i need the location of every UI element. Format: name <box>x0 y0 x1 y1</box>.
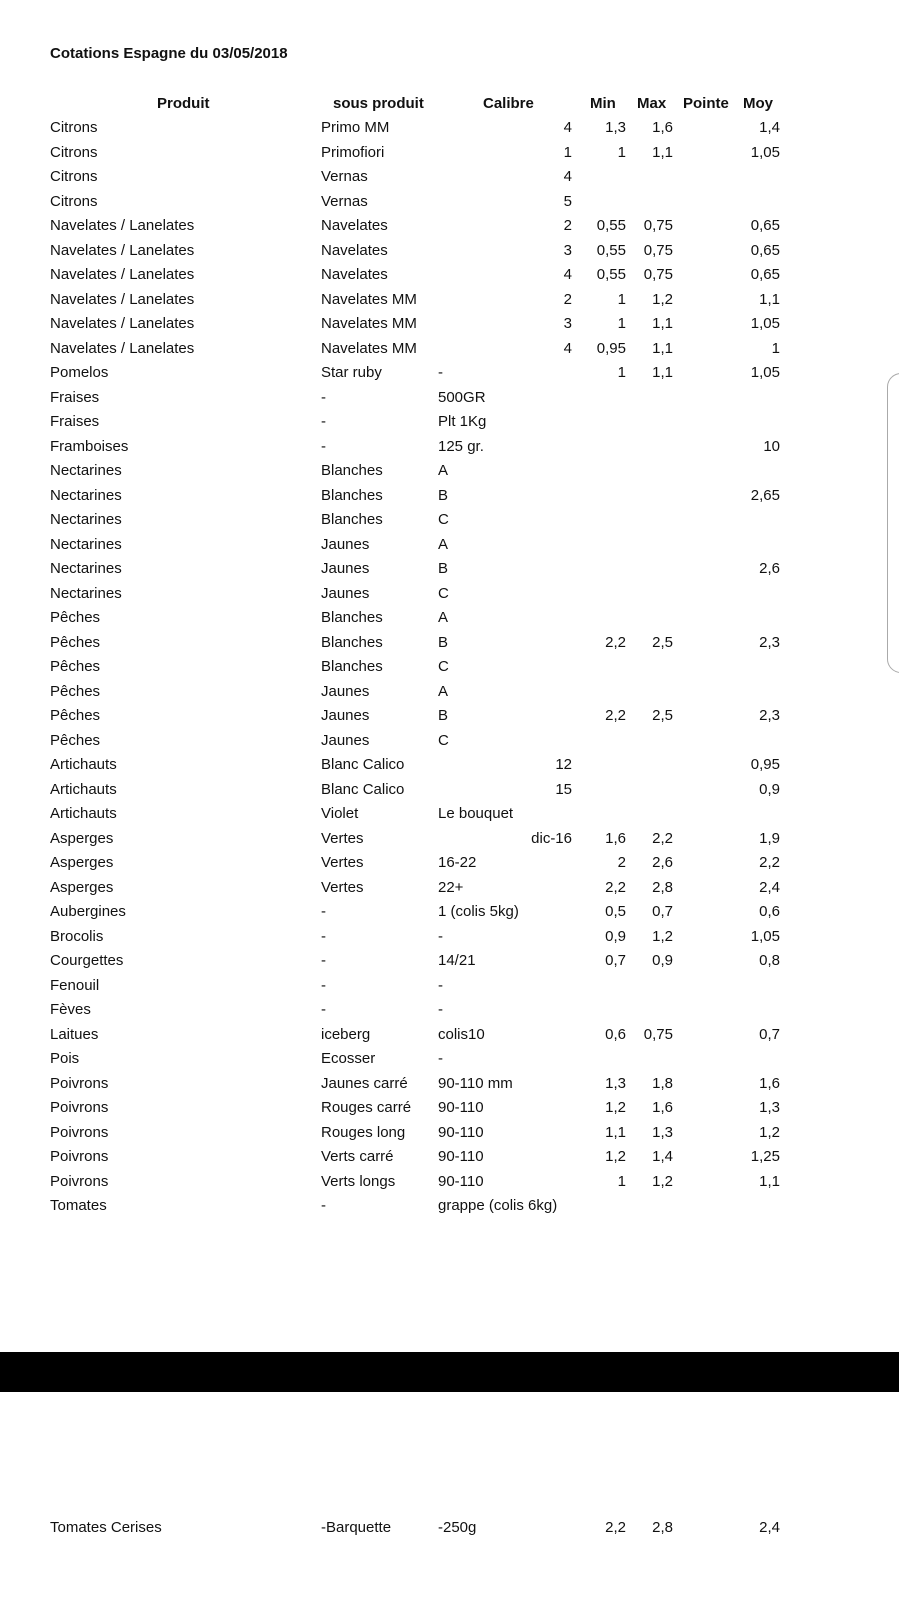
table-row <box>0 1197 899 1222</box>
moy-cell: 2,4 <box>759 1519 780 1536</box>
produit-cell: Navelates / Lanelates <box>50 315 195 332</box>
min-cell: 1 <box>617 143 626 161</box>
sous-produit-cell: - <box>321 903 326 920</box>
min-cell: 0,95 <box>596 339 626 357</box>
produit-cell: Poivrons <box>50 1172 109 1190</box>
table-row <box>0 315 899 340</box>
max-cell: 2,5 <box>652 707 673 724</box>
produit-cell: Aubergines <box>50 903 126 920</box>
sous-produit-cell: Jaunes <box>321 560 370 577</box>
header-calibre: Calibre <box>483 95 534 112</box>
calibre-number-cell: 3 <box>563 241 572 259</box>
calibre-cell: C <box>438 731 449 749</box>
sous-produit-cell: - <box>321 437 326 455</box>
produit-cell: Nectarines <box>50 535 122 553</box>
calibre-cell: 90-110 <box>438 1172 484 1190</box>
sous-produit-cell: Blanches <box>321 486 383 504</box>
calibre-cell: - <box>438 364 443 381</box>
moy-cell: 2,65 <box>750 486 780 504</box>
produit-cell: Pomelos <box>50 364 109 381</box>
max-cell: 0,75 <box>643 217 673 234</box>
produit-cell: Artichauts <box>50 805 117 822</box>
min-cell: 1 <box>617 364 626 381</box>
produit-cell: Navelates / Lanelates <box>50 290 195 308</box>
table-row <box>0 168 899 193</box>
sous-produit-cell: Vernas <box>321 168 368 185</box>
header-max: Max <box>637 95 667 112</box>
calibre-cell: colis10 <box>438 1025 485 1043</box>
moy-cell: 1,1 <box>759 1172 780 1190</box>
produit-cell: Fenouil <box>50 976 100 994</box>
sous-produit-cell: Navelates <box>321 241 388 259</box>
table-row <box>0 1026 899 1051</box>
table-row <box>0 634 899 659</box>
moy-cell: 2,3 <box>759 633 780 651</box>
sous-produit-cell: Blanches <box>321 609 383 626</box>
sous-produit-cell: -Barquette <box>321 1519 392 1536</box>
sous-produit-cell: Blanches <box>321 658 383 675</box>
moy-cell: 0,7 <box>759 1025 780 1043</box>
table-row <box>0 242 899 267</box>
calibre-cell: grappe (colis 6kg) <box>438 1197 558 1214</box>
calibre-cell: - <box>438 1001 443 1018</box>
sous-produit-cell: - <box>321 952 326 969</box>
calibre-number-cell: 5 <box>563 192 572 210</box>
produit-cell: Courgettes <box>50 952 124 969</box>
produit-cell: Pêches <box>50 609 101 626</box>
max-cell: 1,2 <box>652 1172 673 1190</box>
table-row <box>0 830 899 855</box>
max-cell: 0,75 <box>643 241 673 259</box>
moy-cell: 1 <box>771 339 780 357</box>
max-cell: 1,2 <box>652 927 673 945</box>
sous-produit-cell: - <box>321 927 326 945</box>
header-sous-produit: sous produit <box>333 95 424 112</box>
sous-produit-cell: Vertes <box>321 829 364 847</box>
produit-cell: Nectarines <box>50 584 122 602</box>
produit-cell: Nectarines <box>50 560 122 577</box>
produit-cell: Navelates / Lanelates <box>50 339 195 357</box>
calibre-number-cell: 4 <box>563 119 572 136</box>
moy-cell: 1,05 <box>750 315 780 332</box>
table-row <box>0 291 899 316</box>
produit-cell: Nectarines <box>50 462 122 479</box>
max-cell: 0,75 <box>643 1025 673 1043</box>
min-cell: 1 <box>617 1172 626 1190</box>
calibre-cell: C <box>438 584 449 602</box>
moy-cell: 0,65 <box>750 217 780 234</box>
calibre-number-cell: 4 <box>563 168 572 185</box>
calibre-cell: - <box>438 976 443 994</box>
table-row <box>0 413 899 438</box>
min-cell: 0,55 <box>596 217 626 234</box>
produit-cell: Pêches <box>50 731 101 749</box>
table-row <box>0 952 899 977</box>
max-cell: 0,75 <box>643 266 673 283</box>
sous-produit-cell: - <box>321 1197 326 1214</box>
produit-cell: Fraises <box>50 413 100 430</box>
calibre-cell: -250g <box>438 1519 477 1536</box>
sous-produit-cell: Jaunes <box>321 584 370 602</box>
header-pointe: Pointe <box>683 95 729 112</box>
moy-cell: 1,1 <box>759 290 780 308</box>
calibre-cell: 90-110 mm <box>438 1074 513 1092</box>
moy-cell: 10 <box>763 437 780 455</box>
sous-produit-cell: - <box>321 976 326 994</box>
header-moy: Moy <box>743 95 773 112</box>
sous-produit-cell: Jaunes <box>321 535 370 553</box>
min-cell: 1,1 <box>605 1123 626 1141</box>
table-row <box>0 1124 899 1149</box>
max-cell: 1,4 <box>652 1148 673 1165</box>
table-row <box>0 1075 899 1100</box>
calibre-cell: 125 gr. <box>438 437 484 455</box>
sous-produit-cell: - <box>321 413 326 430</box>
calibre-number-cell: dic-16 <box>531 829 572 847</box>
calibre-cell: - <box>438 1050 443 1067</box>
produit-cell: Brocolis <box>50 927 104 945</box>
max-cell: 2,8 <box>652 878 673 896</box>
calibre-cell: 16-22 <box>438 854 477 871</box>
produit-cell: Navelates / Lanelates <box>50 217 195 234</box>
sous-produit-cell: Jaunes <box>321 682 370 700</box>
produit-cell: Tomates Cerises <box>50 1519 162 1536</box>
table-row <box>0 389 899 414</box>
moy-cell: 2,6 <box>759 560 780 577</box>
min-cell: 1 <box>617 290 626 308</box>
calibre-cell: Plt 1Kg <box>438 413 487 430</box>
calibre-cell: 90-110 <box>438 1148 484 1165</box>
sous-produit-cell: Blanc Calico <box>321 780 405 798</box>
calibre-number-cell: 12 <box>555 756 572 773</box>
table-row <box>0 266 899 291</box>
table-row <box>0 560 899 585</box>
calibre-cell: A <box>438 535 449 553</box>
produit-cell: Citrons <box>50 192 98 210</box>
table-row <box>0 879 899 904</box>
table-row <box>0 1050 899 1075</box>
produit-cell: Asperges <box>50 878 114 896</box>
max-cell: 1,8 <box>652 1074 673 1092</box>
max-cell: 0,9 <box>652 952 673 969</box>
produit-cell: Nectarines <box>50 486 122 504</box>
calibre-cell: C <box>438 511 449 528</box>
moy-cell: 1,05 <box>750 143 780 161</box>
sous-produit-cell: Navelates <box>321 217 388 234</box>
moy-cell: 1,05 <box>750 364 780 381</box>
calibre-cell: 90-110 <box>438 1099 484 1116</box>
calibre-number-cell: 15 <box>555 780 572 798</box>
table-row <box>0 781 899 806</box>
produit-cell: Citrons <box>50 143 98 161</box>
table-row <box>0 756 899 781</box>
moy-cell: 0,6 <box>759 903 780 920</box>
calibre-cell: - <box>438 927 443 945</box>
produit-cell: Pêches <box>50 658 101 675</box>
produit-cell: Fraises <box>50 388 100 406</box>
table-row <box>0 1519 899 1544</box>
calibre-number-cell: 2 <box>563 217 572 234</box>
moy-cell: 0,65 <box>750 266 780 283</box>
calibre-number-cell: 1 <box>563 143 572 161</box>
sous-produit-cell: - <box>321 388 326 406</box>
max-cell: 1,6 <box>652 1099 673 1116</box>
sous-produit-cell: Blanches <box>321 462 383 479</box>
sous-produit-cell: Primofiori <box>321 143 385 161</box>
min-cell: 1,3 <box>605 1074 626 1092</box>
table-row <box>0 585 899 610</box>
calibre-cell: 22+ <box>438 878 464 896</box>
max-cell: 2,2 <box>652 829 673 847</box>
produit-cell: Nectarines <box>50 511 122 528</box>
table-row <box>0 1099 899 1124</box>
moy-cell: 1,05 <box>750 927 780 945</box>
sous-produit-cell: Violet <box>321 805 359 822</box>
calibre-cell: B <box>438 486 449 504</box>
moy-cell: 0,9 <box>759 780 780 798</box>
min-cell: 2,2 <box>605 633 626 651</box>
moy-cell: 2,4 <box>759 878 780 896</box>
sous-produit-cell: - <box>321 1001 326 1018</box>
side-panel-edge <box>887 373 899 673</box>
max-cell: 0,7 <box>652 903 673 920</box>
moy-cell: 1,4 <box>759 119 780 136</box>
sous-produit-cell: Rouges carré <box>321 1099 412 1116</box>
calibre-number-cell: 4 <box>563 339 572 357</box>
calibre-cell: A <box>438 682 449 700</box>
sous-produit-cell: Vernas <box>321 192 368 210</box>
sous-produit-cell: Rouges long <box>321 1123 406 1141</box>
table-row <box>0 707 899 732</box>
calibre-cell: A <box>438 462 449 479</box>
min-cell: 1,2 <box>605 1099 626 1116</box>
moy-cell: 0,65 <box>750 241 780 259</box>
sous-produit-cell: Verts carré <box>321 1148 394 1165</box>
header-min: Min <box>590 95 616 112</box>
calibre-cell: C <box>438 658 449 675</box>
produit-cell: Poivrons <box>50 1099 109 1116</box>
calibre-cell: 500GR <box>438 388 486 406</box>
table-row <box>0 340 899 365</box>
moy-cell: 1,25 <box>750 1148 780 1165</box>
produit-cell: Navelates / Lanelates <box>50 266 195 283</box>
moy-cell: 2,3 <box>759 707 780 724</box>
table-row <box>0 511 899 536</box>
sous-produit-cell: Blanches <box>321 633 383 651</box>
sous-produit-cell: Vertes <box>321 854 364 871</box>
sous-produit-cell: Navelates <box>321 266 388 283</box>
min-cell: 0,55 <box>596 266 626 283</box>
min-cell: 0,7 <box>605 952 626 969</box>
table-row <box>0 903 899 928</box>
produit-cell: Navelates / Lanelates <box>50 241 195 259</box>
calibre-number-cell: 2 <box>563 290 572 308</box>
calibre-cell: Le bouquet <box>438 805 514 822</box>
table-row <box>0 144 899 169</box>
produit-cell: Tomates <box>50 1197 107 1214</box>
produit-cell: Fèves <box>50 1001 91 1018</box>
max-cell: 2,6 <box>652 854 673 871</box>
produit-cell: Citrons <box>50 119 98 136</box>
max-cell: 1,1 <box>652 315 673 332</box>
calibre-cell: B <box>438 633 449 651</box>
calibre-cell: 1 (colis 5kg) <box>438 903 519 920</box>
produit-cell: Poivrons <box>50 1123 109 1141</box>
sous-produit-cell: Vertes <box>321 878 364 896</box>
produit-cell: Asperges <box>50 854 114 871</box>
sous-produit-cell: Jaunes <box>321 707 370 724</box>
produit-cell: Laitues <box>50 1025 99 1043</box>
produit-cell: Pois <box>50 1050 80 1067</box>
max-cell: 2,8 <box>652 1519 673 1536</box>
table-row <box>0 364 899 389</box>
black-bar <box>0 1352 899 1392</box>
max-cell: 1,3 <box>652 1123 673 1141</box>
table-row <box>0 119 899 144</box>
page-title: Cotations Espagne du 03/05/2018 <box>50 45 288 62</box>
table-row <box>0 977 899 1002</box>
min-cell: 0,9 <box>605 927 626 945</box>
min-cell: 2,2 <box>605 1519 626 1536</box>
calibre-cell: B <box>438 707 449 724</box>
table-row <box>0 683 899 708</box>
sous-produit-cell: Verts longs <box>321 1172 396 1190</box>
max-cell: 1,1 <box>652 143 673 161</box>
calibre-cell: 90-110 <box>438 1123 484 1141</box>
table-row <box>0 805 899 830</box>
calibre-cell: 14/21 <box>438 952 476 969</box>
max-cell: 1,1 <box>652 364 673 381</box>
min-cell: 1 <box>617 315 626 332</box>
sous-produit-cell: Navelates MM <box>321 339 417 357</box>
sous-produit-cell: Star ruby <box>321 364 382 381</box>
produit-cell: Poivrons <box>50 1148 109 1165</box>
moy-cell: 2,2 <box>759 854 780 871</box>
table-row <box>0 1001 899 1026</box>
produit-cell: Artichauts <box>50 756 117 773</box>
produit-cell: Citrons <box>50 168 98 185</box>
max-cell: 1,1 <box>652 339 673 357</box>
moy-cell: 1,6 <box>759 1074 780 1092</box>
min-cell: 0,55 <box>596 241 626 259</box>
min-cell: 0,5 <box>605 903 626 920</box>
sous-produit-cell: Ecosser <box>321 1050 376 1067</box>
sous-produit-cell: iceberg <box>321 1025 371 1043</box>
sous-produit-cell: Primo MM <box>321 119 390 136</box>
max-cell: 1,6 <box>652 119 673 136</box>
table-row <box>0 438 899 463</box>
sous-produit-cell: Jaunes <box>321 731 370 749</box>
calibre-number-cell: 4 <box>563 266 572 283</box>
table-row <box>0 1173 899 1198</box>
min-cell: 1,3 <box>605 119 626 136</box>
min-cell: 1,6 <box>605 829 626 847</box>
sous-produit-cell: Navelates MM <box>321 290 417 308</box>
table-row <box>0 536 899 561</box>
moy-cell: 0,95 <box>750 756 780 773</box>
calibre-cell: B <box>438 560 449 577</box>
calibre-number-cell: 3 <box>563 315 572 332</box>
produit-cell: Artichauts <box>50 780 117 798</box>
min-cell: 2 <box>617 854 626 871</box>
table-row <box>0 854 899 879</box>
table-row <box>0 487 899 512</box>
produit-cell: Pêches <box>50 707 101 724</box>
calibre-cell: A <box>438 609 449 626</box>
moy-cell: 1,2 <box>759 1123 780 1141</box>
produit-cell: Pêches <box>50 633 101 651</box>
sous-produit-cell: Blanches <box>321 511 383 528</box>
produit-cell: Poivrons <box>50 1074 109 1092</box>
table-row <box>0 217 899 242</box>
min-cell: 1,2 <box>605 1148 626 1165</box>
moy-cell: 1,9 <box>759 829 780 847</box>
max-cell: 2,5 <box>652 633 673 651</box>
table-row <box>0 193 899 218</box>
table-row <box>0 1148 899 1173</box>
max-cell: 1,2 <box>652 290 673 308</box>
sous-produit-cell: Jaunes carré <box>321 1074 408 1092</box>
min-cell: 0,6 <box>605 1025 626 1043</box>
moy-cell: 1,3 <box>759 1099 780 1116</box>
min-cell: 2,2 <box>605 878 626 896</box>
produit-cell: Asperges <box>50 829 114 847</box>
table-row <box>0 609 899 634</box>
table-row <box>0 462 899 487</box>
sous-produit-cell: Navelates MM <box>321 315 417 332</box>
quotation-table <box>0 119 899 1222</box>
table-row <box>0 928 899 953</box>
table-row <box>0 658 899 683</box>
produit-cell: Framboises <box>50 437 129 455</box>
sous-produit-cell: Blanc Calico <box>321 756 405 773</box>
produit-cell: Pêches <box>50 682 101 700</box>
table-row <box>0 732 899 757</box>
moy-cell: 0,8 <box>759 952 780 969</box>
header-produit: Produit <box>157 95 210 112</box>
table-row-bottom <box>0 1519 899 1544</box>
min-cell: 2,2 <box>605 707 626 724</box>
